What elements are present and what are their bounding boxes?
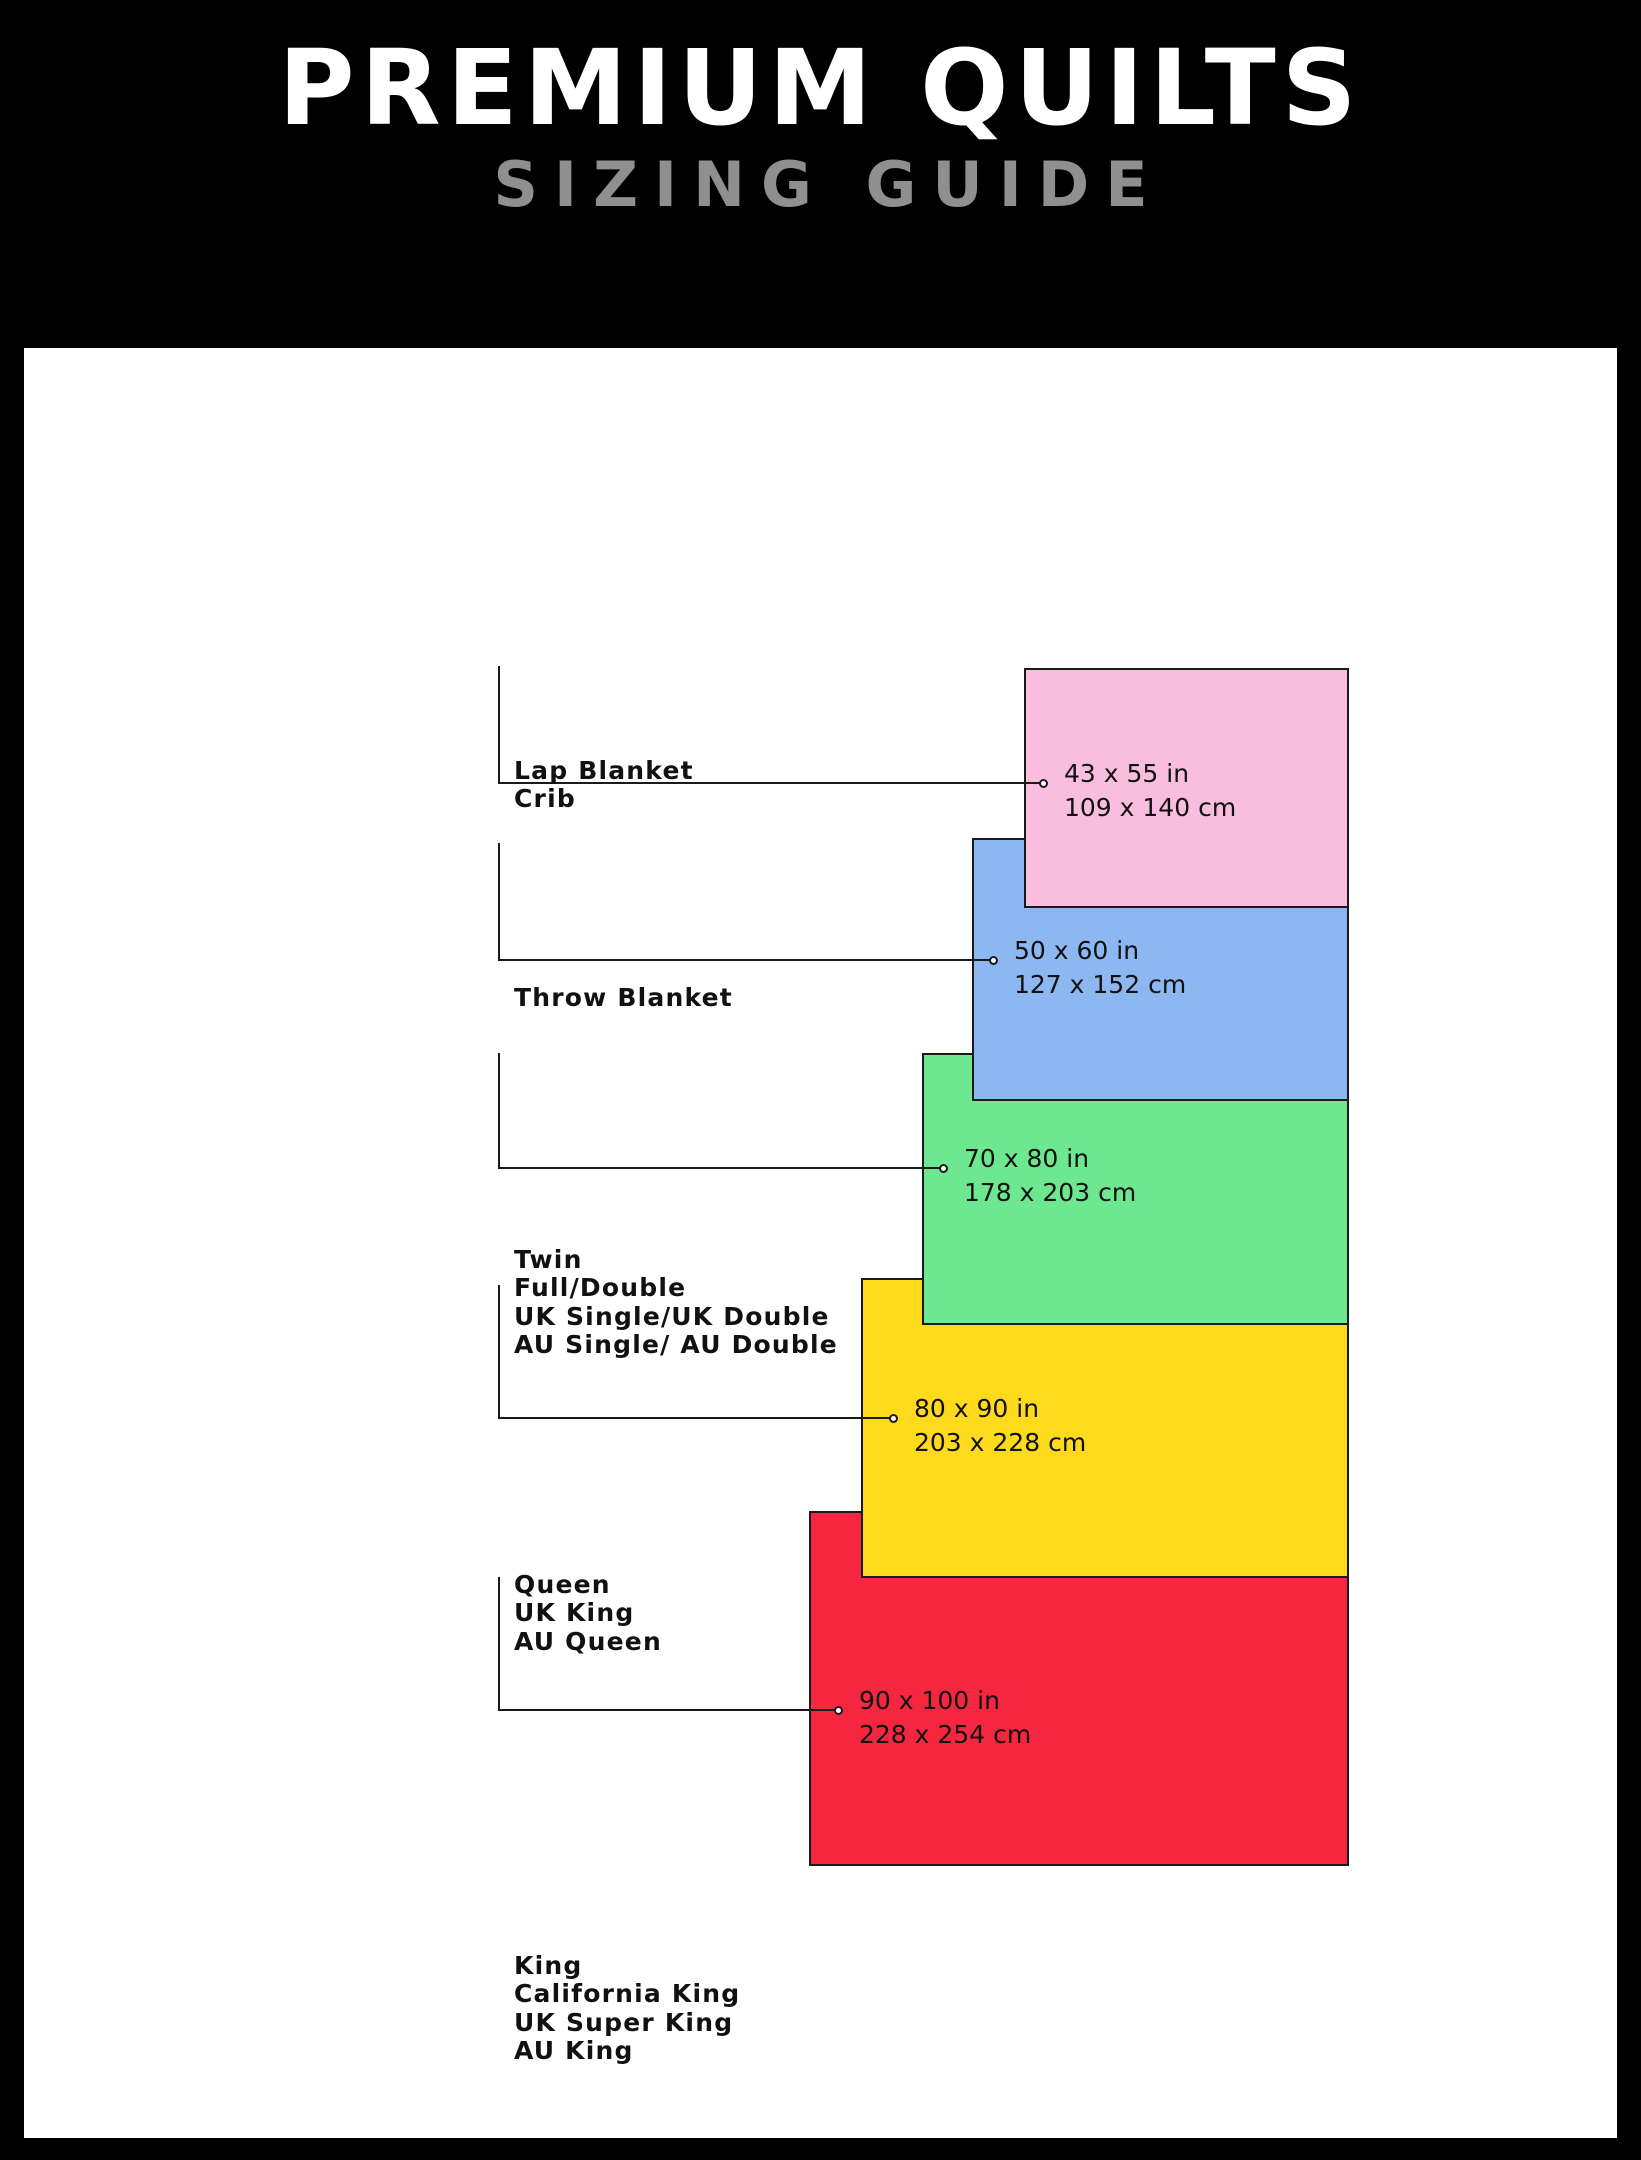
dimension-cm: 109 x 140 cm [1064,793,1237,822]
page-title: PREMIUM QUILTS [278,27,1363,149]
group-label-line: Lap Blanket [514,756,694,785]
group-label-line: Crib [514,784,576,814]
group-label-line: King [514,1951,583,1980]
group-label-throw [514,985,733,1013]
group-label-line: UK Super King [514,2007,734,2037]
group-label-line: Queen [514,1570,611,1599]
dimension-inches: 90 x 100 in [859,1686,1000,1715]
dimension-inches: 70 x 80 in [964,1144,1090,1173]
dimension-label-lap-crib [1064,759,1236,823]
page-subtitle: SIZING GUIDE [493,148,1164,221]
dimension-inches: 50 x 60 in [1014,936,1140,965]
group-label-line: UK Single/UK Double [514,1301,830,1331]
dimension-cm: 127 x 152 cm [1014,970,1187,999]
dimension-cm: 228 x 254 cm [859,1720,1032,1749]
leader-dot-twin [939,1164,948,1173]
group-label-twin [514,1247,838,1360]
group-label-line: UK King [514,1598,635,1628]
group-label-lap-crib [514,758,694,815]
group-label-line: AU Single/ AU Double [514,1329,838,1359]
dimension-label-throw [1014,936,1186,1000]
group-label-line: AU Queen [514,1626,662,1656]
leader-bracket-throw [498,843,993,961]
group-label-line: Twin [514,1245,583,1274]
group-label-line: California King [514,1979,741,2009]
group-label-line: Full/Double [514,1273,687,1303]
size-comparison-chart [24,348,1617,2138]
group-label-king [514,1953,740,2066]
dimension-cm: 203 x 228 cm [914,1428,1087,1457]
leader-dot-queen [889,1414,898,1423]
dimension-label-king [859,1686,1031,1750]
dimension-inches: 43 x 55 in [1064,759,1190,788]
group-label-line: Throw Blanket [514,983,733,1012]
leader-dot-throw [989,956,998,965]
leader-bracket-twin [498,1053,943,1169]
poster-header [0,0,1641,330]
dimension-inches: 80 x 90 in [914,1394,1040,1423]
dimension-cm: 178 x 203 cm [964,1178,1137,1207]
dimension-label-twin [964,1144,1136,1208]
group-label-queen [514,1572,662,1657]
leader-dot-king [834,1706,843,1715]
chart-canvas [24,348,1617,2138]
dimension-label-queen [914,1394,1086,1458]
group-label-line: AU King [514,2035,634,2065]
leader-dot-lap-crib [1039,779,1048,788]
